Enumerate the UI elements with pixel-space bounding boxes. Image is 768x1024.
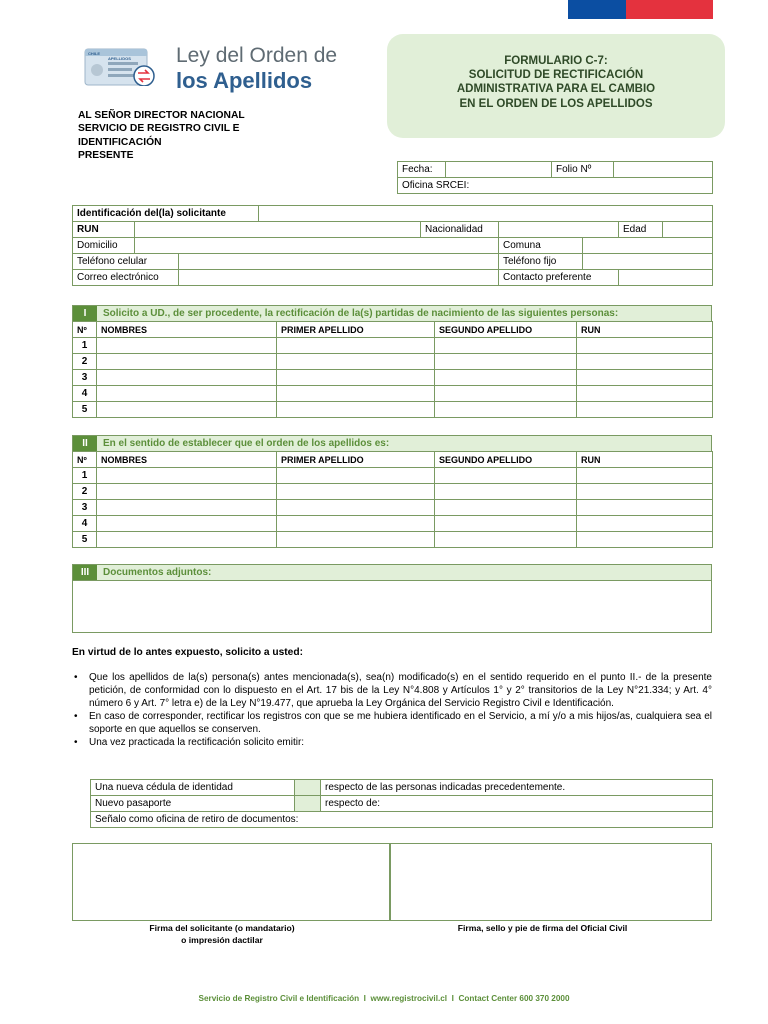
run-cell[interactable] xyxy=(577,532,713,548)
run-cell[interactable] xyxy=(577,354,713,370)
table-row xyxy=(73,532,713,548)
office-table xyxy=(397,161,713,194)
logo-line2: los Apellidos xyxy=(176,68,313,93)
col-header: PRIMER APELLIDO xyxy=(277,452,435,468)
edad-label: Edad xyxy=(619,222,663,238)
table-row xyxy=(73,338,713,354)
table-row xyxy=(73,402,713,418)
oficina-retiro-label: Señalo como oficina de retiro de documentos: xyxy=(95,814,299,825)
section-2-number: II xyxy=(73,436,97,451)
row-number: 3 xyxy=(73,370,97,386)
correo-label: Correo electrónico xyxy=(73,270,179,286)
nombres-cell[interactable] xyxy=(97,484,277,500)
nacionalidad-label: Nacionalidad xyxy=(421,222,499,238)
telefono-fijo-label: Teléfono fijo xyxy=(499,254,583,270)
section-1-title: Solicito a UD., de ser procedente, la rectificación de la(s) partidas de nacimiento de las siguientes personas: xyxy=(103,308,619,319)
oficina-retiro-field[interactable] xyxy=(91,812,713,828)
nacionalidad-field[interactable] xyxy=(499,222,619,238)
segundo-apellido-cell[interactable] xyxy=(435,516,577,532)
form-title-line: FORMULARIO C-7: xyxy=(504,55,608,67)
section-1-header xyxy=(72,305,712,322)
address-line: IDENTIFICACIÓN xyxy=(78,136,162,148)
applicant-heading-field[interactable] xyxy=(259,206,713,222)
footer: Servicio de Registro Civil e Identificación I www.registrocivil.cl I Contact Center 600 370 2000 xyxy=(198,994,570,1003)
primer-apellido-cell[interactable] xyxy=(277,402,435,418)
contacto-field[interactable] xyxy=(619,270,713,286)
card-label: APELLIDOS xyxy=(108,56,131,61)
section-3-number: III xyxy=(73,565,97,580)
row-number: 2 xyxy=(73,354,97,370)
primer-apellido-cell[interactable] xyxy=(277,516,435,532)
primer-apellido-cell[interactable] xyxy=(277,354,435,370)
oficina-label: Oficina SRCEI: xyxy=(402,180,470,191)
request-intro: En virtud de lo antes expuesto, solicito a usted: xyxy=(72,647,303,658)
card-country-label: CHILE xyxy=(88,51,100,56)
pasaporte-checkbox[interactable] xyxy=(295,796,321,812)
section-1-table xyxy=(72,321,713,418)
flag-red-segment xyxy=(626,0,713,19)
folio-field[interactable] xyxy=(614,162,713,178)
col-header: SEGUNDO APELLIDO xyxy=(435,322,577,338)
official-signature-box[interactable] xyxy=(390,843,712,921)
applicant-signature-box[interactable] xyxy=(72,843,390,921)
form-title-box xyxy=(387,34,725,138)
table-row xyxy=(73,484,713,500)
run-cell[interactable] xyxy=(577,484,713,500)
run-cell[interactable] xyxy=(577,468,713,484)
run-label: RUN xyxy=(73,222,135,238)
primer-apellido-cell[interactable] xyxy=(277,500,435,516)
run-cell[interactable] xyxy=(577,500,713,516)
domicilio-label: Domicilio xyxy=(73,238,135,254)
address-line: AL SEÑOR DIRECTOR NACIONAL xyxy=(78,110,245,121)
cedula-label: Una nueva cédula de identidad xyxy=(91,780,295,796)
form-title-line: EN EL ORDEN DE LOS APELLIDOS xyxy=(459,97,653,110)
form-title-line: ADMINISTRATIVA PARA EL CAMBIO xyxy=(456,83,656,96)
nombres-cell[interactable] xyxy=(97,402,277,418)
address-block xyxy=(78,109,245,162)
section-1-number: I xyxy=(73,306,97,321)
section-2-table xyxy=(72,451,713,548)
fecha-label: Fecha: xyxy=(398,162,446,178)
nombres-cell[interactable] xyxy=(97,386,277,402)
segundo-apellido-cell[interactable] xyxy=(435,370,577,386)
request-bullets xyxy=(72,671,712,749)
col-header: NOMBRES xyxy=(97,452,277,468)
edad-field[interactable] xyxy=(663,222,713,238)
section-3-title: Documentos adjuntos: xyxy=(103,567,212,578)
run-cell[interactable] xyxy=(577,516,713,532)
row-number: 1 xyxy=(73,338,97,354)
table-row xyxy=(73,370,713,386)
row-number: 4 xyxy=(73,386,97,402)
segundo-apellido-cell[interactable] xyxy=(435,386,577,402)
section-2-title: En el sentido de establecer que el orden de los apellidos es: xyxy=(103,438,390,449)
fecha-field[interactable] xyxy=(446,162,552,178)
official-signature-caption: Firma, sello y pie de firma del Oficial Civil xyxy=(457,923,628,933)
nombres-cell[interactable] xyxy=(97,468,277,484)
segundo-apellido-cell[interactable] xyxy=(435,468,577,484)
segundo-apellido-cell[interactable] xyxy=(435,402,577,418)
table-row xyxy=(73,500,713,516)
primer-apellido-cell[interactable] xyxy=(277,484,435,500)
telefono-celular-label: Teléfono celular xyxy=(73,254,179,270)
primer-apellido-cell[interactable] xyxy=(277,338,435,354)
nombres-cell[interactable] xyxy=(97,354,277,370)
cedula-respecto: respecto de las personas indicadas precedentemente. xyxy=(321,780,713,796)
logo-line1: Ley del Orden de xyxy=(176,44,338,67)
segundo-apellido-cell[interactable] xyxy=(435,484,577,500)
flag-bar xyxy=(568,0,713,19)
run-cell[interactable] xyxy=(577,338,713,354)
primer-apellido-cell[interactable] xyxy=(277,532,435,548)
segundo-apellido-cell[interactable] xyxy=(435,338,577,354)
comuna-label: Comuna xyxy=(499,238,583,254)
col-header: NOMBRES xyxy=(97,322,277,338)
row-number: 3 xyxy=(73,500,97,516)
request-bullet: • Una vez practicada la rectificación solicito emitir: xyxy=(72,736,712,749)
run-field[interactable] xyxy=(135,222,421,238)
nombres-cell[interactable] xyxy=(97,370,277,386)
contacto-label: Contacto preferente xyxy=(499,270,619,286)
telefono-celular-field[interactable] xyxy=(179,254,499,270)
primer-apellido-cell[interactable] xyxy=(277,386,435,402)
row-number: 4 xyxy=(73,516,97,532)
flag-blue-segment xyxy=(568,0,626,19)
row-number: 5 xyxy=(73,532,97,548)
id-card-icon xyxy=(84,46,156,86)
applicant-signature-caption xyxy=(72,922,372,946)
request-bullet: • En caso de corresponder, rectificar los registros con que se me hubiera identificado en el Servicio, a mí y/o a mis hijos/as, cualquiera sea el soporte en que aquellos se conserven. xyxy=(72,710,712,736)
comuna-field[interactable] xyxy=(583,238,713,254)
address-line: PRESENTE xyxy=(78,149,134,161)
logo xyxy=(84,44,344,100)
applicant-table xyxy=(72,205,713,286)
col-header: RUN xyxy=(577,322,713,338)
run-cell[interactable] xyxy=(577,402,713,418)
request-bullet: • Que los apellidos de la(s) persona(s) antes mencionada(s), sea(n) modificado(s) en el sentido requerido en el punto II.- de la presente petición, de conformidad con lo dispuesto en el Art. 17 bis de la Ley N°4.808 y Artículos 1° y 2° transitorios de la Ley N°21.334; y Art. 4° número 6 y Art. 7° letra e) de la Ley N°19.477, que aprueba la Ley Orgánica del Servicio Registro Civil e Identificación. xyxy=(72,671,712,710)
pasaporte-label: Nuevo pasaporte xyxy=(91,796,295,812)
correo-field[interactable] xyxy=(179,270,499,286)
section-2-header xyxy=(72,435,712,452)
nombres-cell[interactable] xyxy=(97,532,277,548)
cedula-checkbox[interactable] xyxy=(295,780,321,796)
col-header: PRIMER APELLIDO xyxy=(277,322,435,338)
row-number: 5 xyxy=(73,402,97,418)
table-row xyxy=(73,386,713,402)
telefono-fijo-field[interactable] xyxy=(583,254,713,270)
run-cell[interactable] xyxy=(577,386,713,402)
segundo-apellido-cell[interactable] xyxy=(435,532,577,548)
primer-apellido-cell[interactable] xyxy=(277,468,435,484)
applicant-signature-line1: Firma del solicitante (o mandatario) xyxy=(149,923,295,933)
segundo-apellido-cell[interactable] xyxy=(435,354,577,370)
folio-label: Folio Nº xyxy=(552,162,614,178)
row-number: 2 xyxy=(73,484,97,500)
nombres-cell[interactable] xyxy=(97,500,277,516)
applicant-signature-line2: o impresión dactilar xyxy=(181,935,263,945)
run-cell[interactable] xyxy=(577,370,713,386)
oficina-field[interactable] xyxy=(398,178,713,194)
table-row xyxy=(73,354,713,370)
form-title-line: SOLICITUD DE RECTIFICACIÓN xyxy=(468,69,644,82)
col-header: Nº xyxy=(73,322,97,338)
primer-apellido-cell[interactable] xyxy=(277,370,435,386)
row-number: 1 xyxy=(73,468,97,484)
section-3-header xyxy=(72,564,712,581)
emission-table xyxy=(90,779,713,828)
address-line: SERVICIO DE REGISTRO CIVIL E xyxy=(78,123,240,135)
segundo-apellido-cell[interactable] xyxy=(435,500,577,516)
domicilio-field[interactable] xyxy=(135,238,499,254)
nombres-cell[interactable] xyxy=(97,338,277,354)
col-header: RUN xyxy=(577,452,713,468)
documentos-adjuntos-field[interactable] xyxy=(72,580,712,633)
applicant-heading: Identificación del(la) solicitante xyxy=(73,206,259,222)
table-row xyxy=(73,468,713,484)
nombres-cell[interactable] xyxy=(97,516,277,532)
pasaporte-respecto: respecto de: xyxy=(321,796,713,812)
col-header: SEGUNDO APELLIDO xyxy=(435,452,577,468)
table-row xyxy=(73,516,713,532)
col-header: Nº xyxy=(73,452,97,468)
